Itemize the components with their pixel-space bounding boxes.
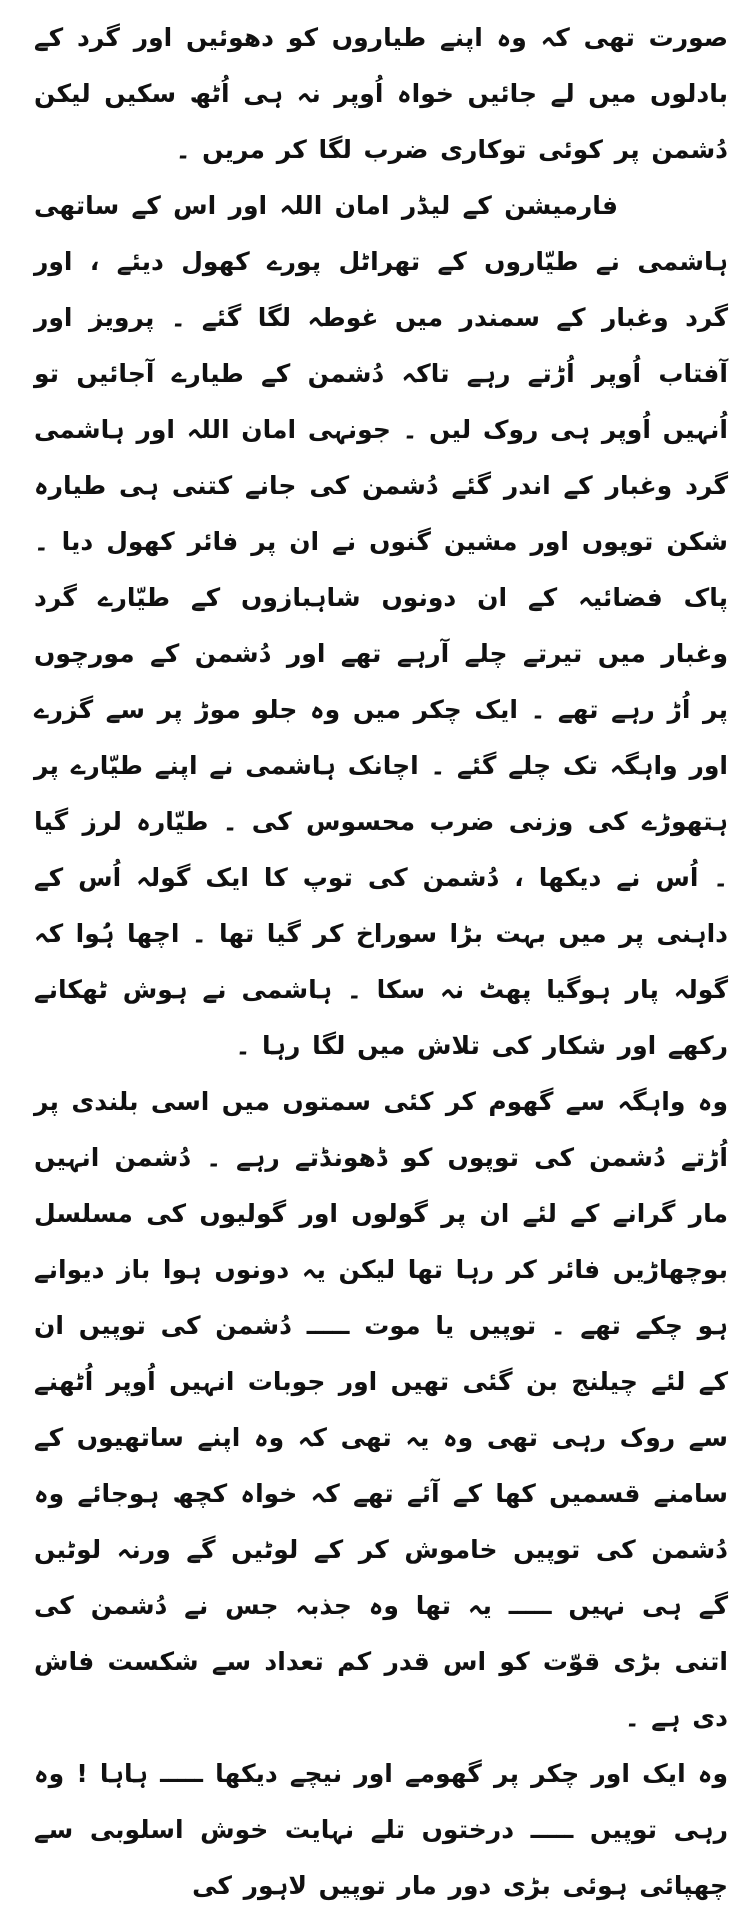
paragraph-formation-attack: فارمیشن کے لیڈر امان اللہ اور اس کے ساتھی ہاشمی نے طیّاروں کے تھراٹل پورے کھول دیئے ، اور گرد وغبار کے سمندر میں غوطہ لگا گئے ۔ پرویز اور آفتاب اُوپر اُڑتے رہے تاکہ دُشمن کے طیارے آجائیں تو اُنہیں اُوپر ہی روک لیں ۔ جونہی امان اللہ اور ہاشمی گرد وغبار کے اندر گئے دُشمن کی جانے کتنی ہی طیارہ شکن توپوں اور مشین گنوں نے ان پر فائر کھول دیا ۔ پاک فضائیہ کے ان دونوں شاہبازوں کے طیّارے گرد وغبار میں تیرتے چلے آرہے تھے اور دُشمن کے مورچوں پر اُڑ رہے تھے ۔ ایک چکر میں وہ جلو موڑ پر سے گزرے اور واہگہ تک چلے گئے ۔ اچانک ہاشمی نے اپنے طیّارے پر ہتھوڑے کی وزنی ضرب محسوس کی ۔ طیّارہ لرز گیا ۔ اُس نے دیکھا ، دُشمن کی توپ کا ایک گولہ اُس کے داہنی پر میں بہت بڑا سوراخ کر گیا تھا ۔ اچھا ہُوا کہ گولہ پار ہوگیا پھٹ نہ سکا ۔ ہاشمی نے ہوش ٹھکانے رکھے اور شکار کی تلاش میں لگا رہا ۔	[34, 191, 728, 1060]
paragraph-continuation: صورت تھی کہ وہ اپنے طیاروں کو دھوئیں اور گرد کے بادلوں میں لے جائیں خواہ اُوپر نہ ہی اُٹھ سکیں لیکن دُشمن پر کوئی توکاری ضرب لگا کر مریں ۔	[34, 23, 728, 164]
urdu-text-body	[34, 10, 728, 1914]
paragraph-search-for-guns: وہ واہگہ سے گھوم کر کئی سمتوں میں اسی بلندی پر اُڑتے دُشمن کی توپوں کو ڈھونڈتے رہے ۔ دُشمن انہیں مار گرانے کے لئے ان پر گولوں اور گولیوں کی مسلسل بوچھاڑیں فائر کر رہا تھا لیکن یہ دونوں ہوا باز دیوانے ہو چکے تھے ۔ توپیں یا موت ـــــ دُشمن کی توپیں ان کے لئے چیلنج بن گئی تھیں اور جوبات انہیں اُوپر اُٹھنے سے روک رہی تھی وہ یہ تھی کہ وہ اپنے ساتھیوں کے سامنے قسمیں کھا کے آئے تھے کہ خواہ کچھ ہوجائے وہ دُشمن کی توپیں خاموش کر کے لوٹیں گے ورنہ لوٹیں گے ہی نہیں ـــــ یہ تھا وہ جذبہ جس نے دُشمن کی اتنی بڑی قوّت کو اس قدر کم تعداد سے شکست فاش دی ہے ۔	[34, 1087, 728, 1732]
paragraph-guns-spotted: وہ ایک اور چکر پر گھومے اور نیچے دیکھا ـــــ ہاہا ! وہ رہی توپیں ـــــ درختوں تلے نہایت خوش اسلوبی سے چھپائی ہوئی بڑی دور مار توپیں لاہور کی	[34, 1759, 728, 1900]
